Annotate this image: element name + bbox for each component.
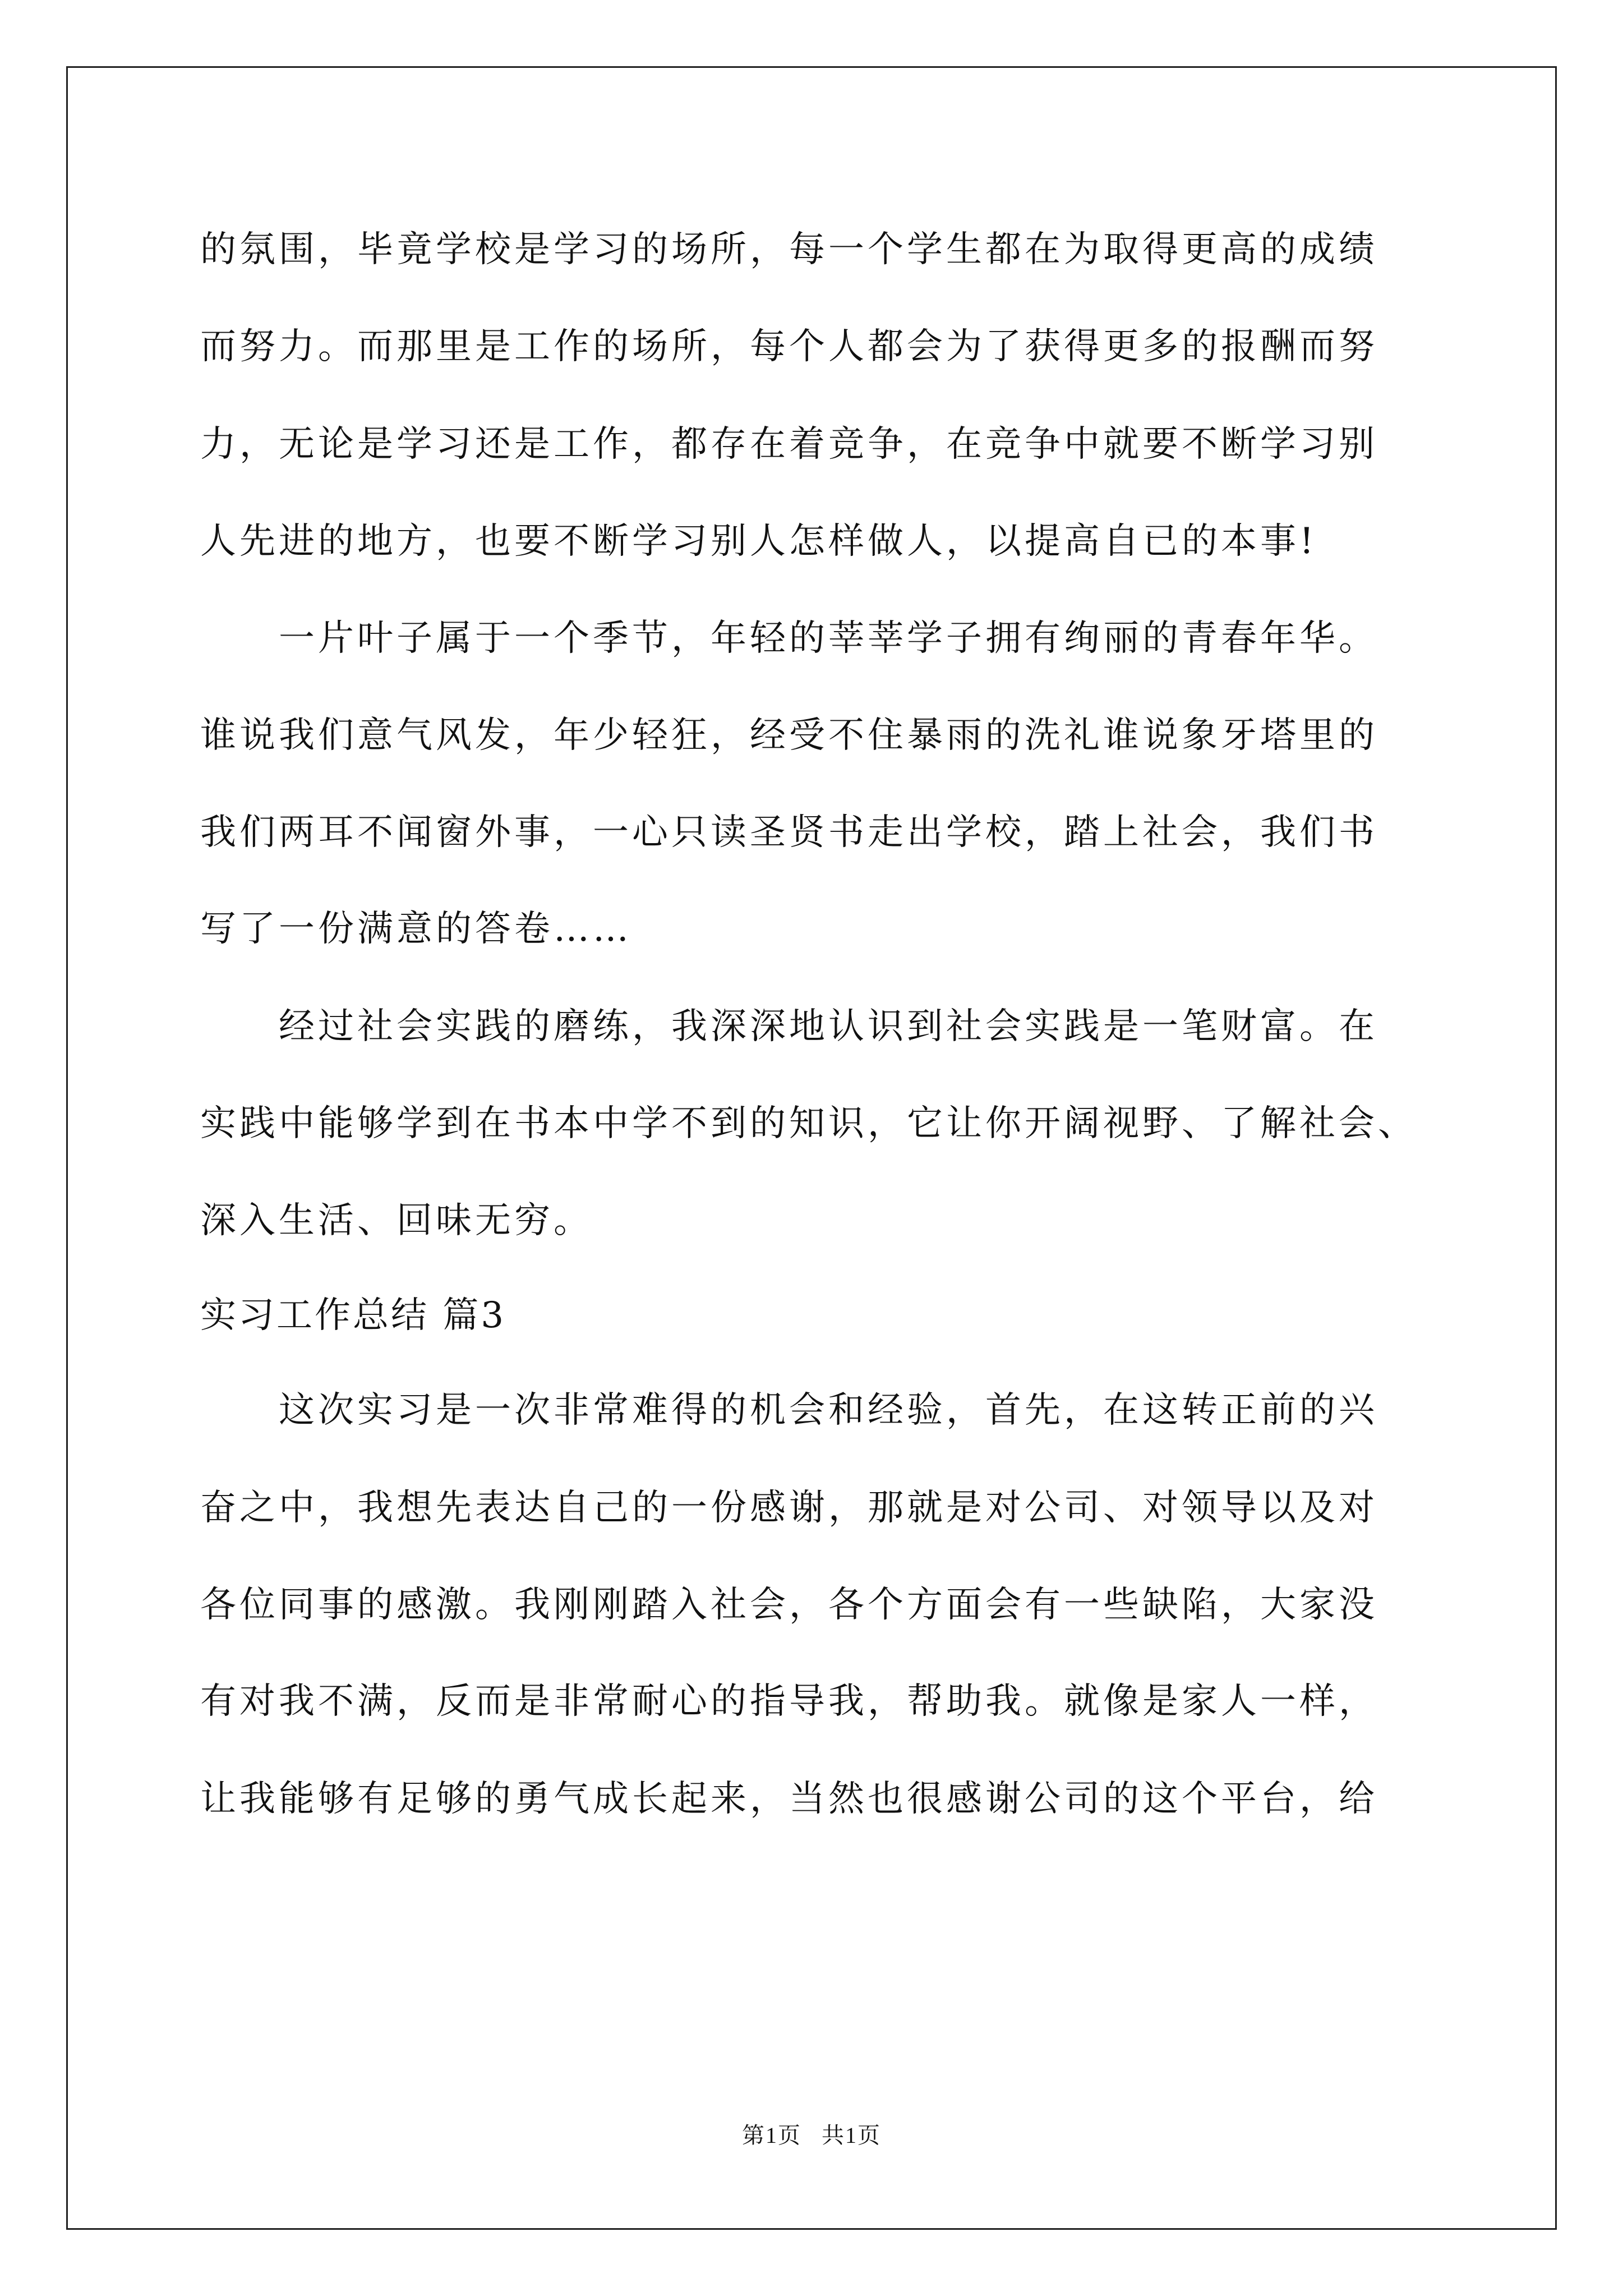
text-line: 有对我不满，反而是非常耐心的指导我，帮助我。就像是家人一样， <box>200 1681 1378 1722</box>
text-line: 奋之中，我想先表达自己的一份感谢，那就是对公司、对领导以及对 <box>200 1487 1378 1529</box>
text-line: 各位同事的感激。我刚刚踏入社会，各个方面会有一些缺陷，大家没 <box>200 1584 1378 1626</box>
text-line: 谁说我们意气风发，年少轻狂，经受不住暴雨的洗礼谁说象牙塔里的 <box>200 715 1378 756</box>
text-line: 一片叶子属于一个季节，年轻的莘莘学子拥有绚丽的青春年华。 <box>200 618 1378 659</box>
text-line: 让我能够有足够的勇气成长起来，当然也很感谢公司的这个平台，给 <box>200 1778 1378 1820</box>
text-line: 的氛围，毕竟学校是学习的场所，每一个学生都在为取得更高的成绩 <box>200 229 1378 270</box>
text-line: 我们两耳不闻窗外事，一心只读圣贤书走出学校，踏上社会，我们书 <box>200 812 1378 853</box>
text-line: 而努力。而那里是工作的场所，每个人都会为了获得更多的报酬而努 <box>200 326 1378 367</box>
text-line: 这次实习是一次非常难得的机会和经验，首先，在这转正前的兴 <box>200 1389 1378 1431</box>
text-line: 力，无论是学习还是工作，都存在着竞争，在竞争中就要不断学习别 <box>200 424 1378 465</box>
text-line: 经过社会实践的磨练，我深深地认识到社会实践是一笔财富。在 <box>200 1006 1378 1047</box>
text-line: 实践中能够学到在书本中学不到的知识，它让你开阔视野、了解社会、 <box>200 1103 1417 1144</box>
text-line: 写了一份满意的答卷…… <box>200 908 632 950</box>
section-heading: 实习工作总结 篇3 <box>200 1295 506 1336</box>
page-footer: 第1页 共1页 <box>742 2123 881 2148</box>
page-border <box>66 66 1557 2230</box>
text-line: 深入生活、回味无穷。 <box>200 1200 593 1241</box>
text-line: 人先进的地方，也要不断学习别人怎样做人，以提高自已的本事! <box>200 521 1317 562</box>
